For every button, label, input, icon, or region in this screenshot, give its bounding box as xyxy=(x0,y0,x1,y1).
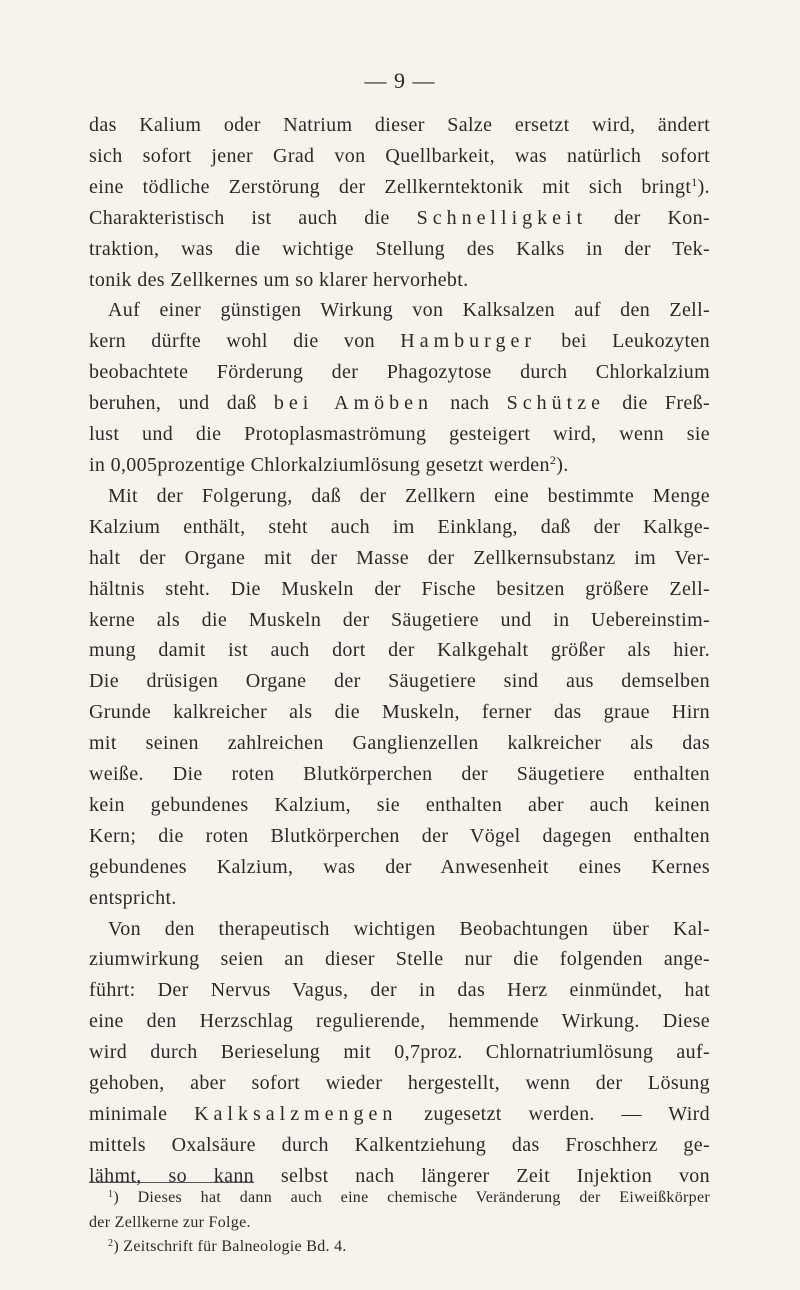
text-line xyxy=(89,203,710,234)
text-line: mit seinen zahlreichen Ganglienzellen kalkreicher als das xyxy=(89,732,710,755)
line-text: bei Leukozyten xyxy=(535,330,710,353)
spaced-emphasis: bei Amöben xyxy=(273,392,433,415)
spaced-emphasis: Schnelligkeit xyxy=(416,206,588,229)
line-text: nach xyxy=(433,392,507,415)
footnote-marker-1: 1 xyxy=(108,1189,114,1200)
text-line: gehoben, aber sofort wieder hergestellt, wenn der Lösung xyxy=(89,1072,710,1095)
footnote-divider xyxy=(89,1182,254,1183)
line-text: die Freß- xyxy=(604,392,710,415)
footnote-ref-1: 1 xyxy=(691,174,698,189)
text-line: beobachtete Förderung der Phagozytose durch Chlorkalzium xyxy=(89,361,710,384)
text-line: lust und die Protoplasmaströmung gesteigert wird, wenn sie xyxy=(89,423,710,446)
footnote-text: ) Zeitschrift für Balneologie Bd. 4. xyxy=(113,1238,347,1255)
text-line: ziumwirkung seien an dieser Stelle nur die folgenden ange- xyxy=(89,948,710,971)
text-line: lähmt, so kann selbst nach längerer Zeit Injektion von xyxy=(89,1164,710,1187)
text-line xyxy=(89,326,710,357)
body-text xyxy=(89,110,710,1192)
text-line: Mit der Folgerung, daß der Zellkern eine bestimmte Menge xyxy=(108,484,710,507)
page-number: — 9 — xyxy=(364,68,436,93)
spaced-emphasis: Schütze xyxy=(506,392,605,415)
spaced-emphasis: Kalksalzmengen xyxy=(194,1103,398,1125)
text-line: mung damit ist auch dort der Kalkgehalt größer als hier. xyxy=(89,639,710,662)
text-line: das Kalium oder Natrium dieser Salze ersetzt wird, ändert xyxy=(89,114,710,136)
line-text: zugesetzt werden. — Wird xyxy=(397,1103,710,1125)
line-text: beruhen, und daß xyxy=(89,392,274,415)
footnote-text: ) Dieses hat dann auch eine chemische Veränderung der Eiweißkörper xyxy=(113,1189,710,1206)
footnote-marker-2: 2 xyxy=(108,1238,114,1249)
text-line: wird durch Berieselung mit 0,7proz. Chlornatriumlösung auf- xyxy=(89,1041,710,1064)
text-line: kerne als die Muskeln der Säugetiere und in Uebereinstim- xyxy=(89,608,710,631)
text-line: tonik des Zellkernes um so klarer hervorhebt. xyxy=(89,268,469,291)
footnote-ref-2: 2 xyxy=(549,452,557,467)
text-line: Grunde kalkreicher als die Muskeln, ferner das graue Hirn xyxy=(89,701,710,724)
line-text: Charakteristisch ist auch die xyxy=(89,206,417,229)
text-line: kein gebundenes Kalzium, sie enthalten aber auch keinen xyxy=(89,793,710,816)
text-line: traktion, was die wichtige Stellung des Kalks in der Tek- xyxy=(89,237,710,260)
text-line xyxy=(89,450,710,481)
text-line: hältnis steht. Die Muskeln der Fische besitzen größere Zell- xyxy=(89,577,710,600)
line-text: minimale xyxy=(89,1103,195,1125)
line-text: in 0,005prozentige Chlorkalziumlösung gesetzt werden xyxy=(89,453,550,476)
text-line: gebundenes Kalzium, was der Anwesenheit eines Kernes xyxy=(89,855,710,878)
line-text: eine tödliche Zerstörung der Zellkerntektonik mit sich bringt xyxy=(89,175,692,198)
line-text: ). xyxy=(556,453,569,476)
text-line: führt: Der Nervus Vagus, der in das Herz einmündet, hat xyxy=(89,979,710,1002)
footnote-1-continued: der Zellkerne zur Folge. xyxy=(89,1213,251,1231)
line-text: ). xyxy=(697,175,710,198)
text-line: sich sofort jener Grad von Quellbarkeit, was natürlich sofort xyxy=(89,144,710,167)
text-line: Auf einer günstigen Wirkung von Kalksalzen auf den Zell- xyxy=(108,299,710,322)
text-line: Kern; die roten Blutkörperchen der Vögel dagegen enthalten xyxy=(89,824,710,847)
footnote-1 xyxy=(89,1186,710,1211)
line-text: kern dürfte wohl die von xyxy=(89,330,401,353)
text-line: weiße. Die roten Blutkörperchen der Säugetiere enthalten xyxy=(89,763,710,786)
footnotes xyxy=(89,1186,710,1260)
text-line: mittels Oxalsäure durch Kalkentziehung das Froschherz ge- xyxy=(89,1133,710,1156)
text-line: Kalzium enthält, steht auch im Einklang, daß der Kalkge- xyxy=(89,515,710,538)
line-text: der Kon- xyxy=(587,206,710,229)
text-line xyxy=(89,1099,710,1130)
text-line xyxy=(89,172,710,203)
footnote-2 xyxy=(89,1235,710,1260)
spaced-emphasis: Hamburger xyxy=(400,330,536,353)
text-line xyxy=(89,388,710,419)
text-line: Von den therapeutisch wichtigen Beobachtungen über Kal- xyxy=(108,917,710,940)
text-line: entspricht. xyxy=(89,886,177,909)
text-line: eine den Herzschlag regulierende, hemmende Wirkung. Diese xyxy=(89,1010,710,1033)
text-line: Die drüsigen Organe der Säugetiere sind aus demselben xyxy=(89,670,710,693)
text-line: halt der Organe mit der Masse der Zellkernsubstanz im Ver- xyxy=(89,546,710,569)
